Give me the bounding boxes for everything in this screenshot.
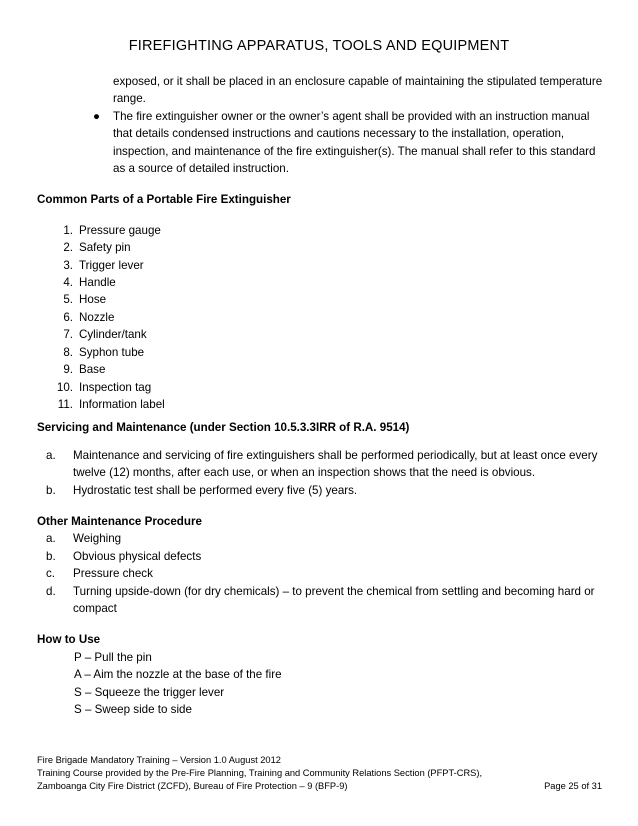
list-number: 9. <box>63 363 73 377</box>
list-item <box>37 583 607 618</box>
list-text: Obvious physical defects <box>73 549 202 563</box>
bullet-icon: ● <box>93 109 101 123</box>
list-item <box>37 361 607 378</box>
document-body <box>37 73 607 718</box>
list-letter: b. <box>46 549 56 563</box>
list-number: 11. <box>57 397 73 411</box>
list-text: Maintenance and servicing of fire extinguishers shall be performed periodically, but at least once every twelve (12) months, after each use, or when an inspection shows that the need is obvious. <box>73 448 598 480</box>
list-text: Trigger lever <box>79 258 144 272</box>
list-number: 6. <box>63 310 73 324</box>
list-number: 2. <box>63 241 73 255</box>
other-procedure-list <box>37 530 607 617</box>
list-item <box>37 565 607 582</box>
list-text: Handle <box>79 276 116 290</box>
parts-list <box>37 222 607 413</box>
list-item <box>37 309 607 326</box>
list-text: Pressure gauge <box>79 223 161 237</box>
list-number: 3. <box>63 258 73 272</box>
list-item <box>37 239 607 256</box>
list-text: Hose <box>79 293 107 307</box>
list-item <box>37 274 607 291</box>
pass-step: A – Aim the nozzle at the base of the fire <box>74 668 282 682</box>
list-letter: d. <box>46 584 56 598</box>
list-item <box>37 379 607 396</box>
list-item <box>37 396 607 413</box>
pass-step: S – Squeeze the trigger lever <box>74 685 225 699</box>
list-text: Syphon tube <box>79 345 145 359</box>
footer-version: Fire Brigade Mandatory Training – Version 1.0 August 2012 <box>37 755 281 765</box>
list-item <box>37 344 607 361</box>
footer-course: Training Course provided by the Pre-Fire Planning, Training and Community Relations Section (PFPT-CRS), <box>37 768 483 778</box>
list-text: Information label <box>79 397 165 411</box>
list-letter: a. <box>46 532 56 546</box>
list-text: Base <box>79 363 106 377</box>
page-header: FIREFIGHTING APPARATUS, TOOLS AND EQUIPMENT <box>128 38 510 54</box>
list-text: Hydrostatic test shall be performed every five (5) years. <box>73 483 358 497</box>
other-procedure-heading: Other Maintenance Procedure <box>37 514 202 528</box>
list-number: 4. <box>63 276 73 290</box>
footer-bottom-row <box>37 780 602 793</box>
list-number: 1. <box>63 223 73 237</box>
list-item <box>37 326 607 343</box>
list-item <box>37 548 607 565</box>
list-text: Pressure check <box>73 567 153 581</box>
parts-heading: Common Parts of a Portable Fire Extinguisher <box>37 193 291 207</box>
list-number: 5. <box>63 293 73 307</box>
list-text: Cylinder/tank <box>79 328 147 342</box>
list-item <box>37 530 607 547</box>
list-text: Turning upside-down (for dry chemicals) – to prevent the chemical from settling and becoming hard or compact <box>73 584 595 615</box>
page-number: Page 25 of 31 <box>544 781 602 791</box>
bullet-text: The fire extinguisher owner or the owner’s agent shall be provided with an instruction manual that details condensed instructions and cautions necessary to the installation, operation, inspection, and maintenance of the fire extinguisher(s). The manual shall refer to this standard as a source of detailed instruction. <box>113 109 596 176</box>
servicing-heading: Servicing and Maintenance (under Section 10.5.3.3IRR of R.A. 9514) <box>37 421 410 435</box>
list-text: Inspection tag <box>79 380 152 394</box>
bullet-item <box>37 108 607 178</box>
list-text: Safety pin <box>79 241 131 255</box>
list-item <box>37 222 607 239</box>
list-letter: c. <box>46 567 56 581</box>
list-number: 8. <box>63 345 73 359</box>
servicing-list <box>37 447 607 499</box>
list-number: 7. <box>63 328 73 342</box>
list-text: Weighing <box>73 532 122 546</box>
how-to-use-heading: How to Use <box>37 633 101 647</box>
page-footer <box>37 754 602 793</box>
list-item <box>37 257 607 274</box>
continued-paragraph: exposed, or it shall be placed in an enclosure capable of maintaining the stipulated temperature range. <box>113 75 603 106</box>
list-item <box>37 447 607 482</box>
pass-step: S – Sweep side to side <box>74 703 192 716</box>
list-item <box>37 482 607 499</box>
list-letter: b. <box>46 483 56 497</box>
list-item <box>37 291 607 308</box>
how-to-use-steps <box>37 649 607 719</box>
list-letter: a. <box>46 448 56 462</box>
pass-step: P – Pull the pin <box>74 650 152 664</box>
list-text: Nozzle <box>79 310 115 324</box>
list-number: 10. <box>56 380 73 394</box>
footer-district: Zamboanga City Fire District (ZCFD), Bureau of Fire Protection – 9 (BFP-9) <box>37 781 348 791</box>
